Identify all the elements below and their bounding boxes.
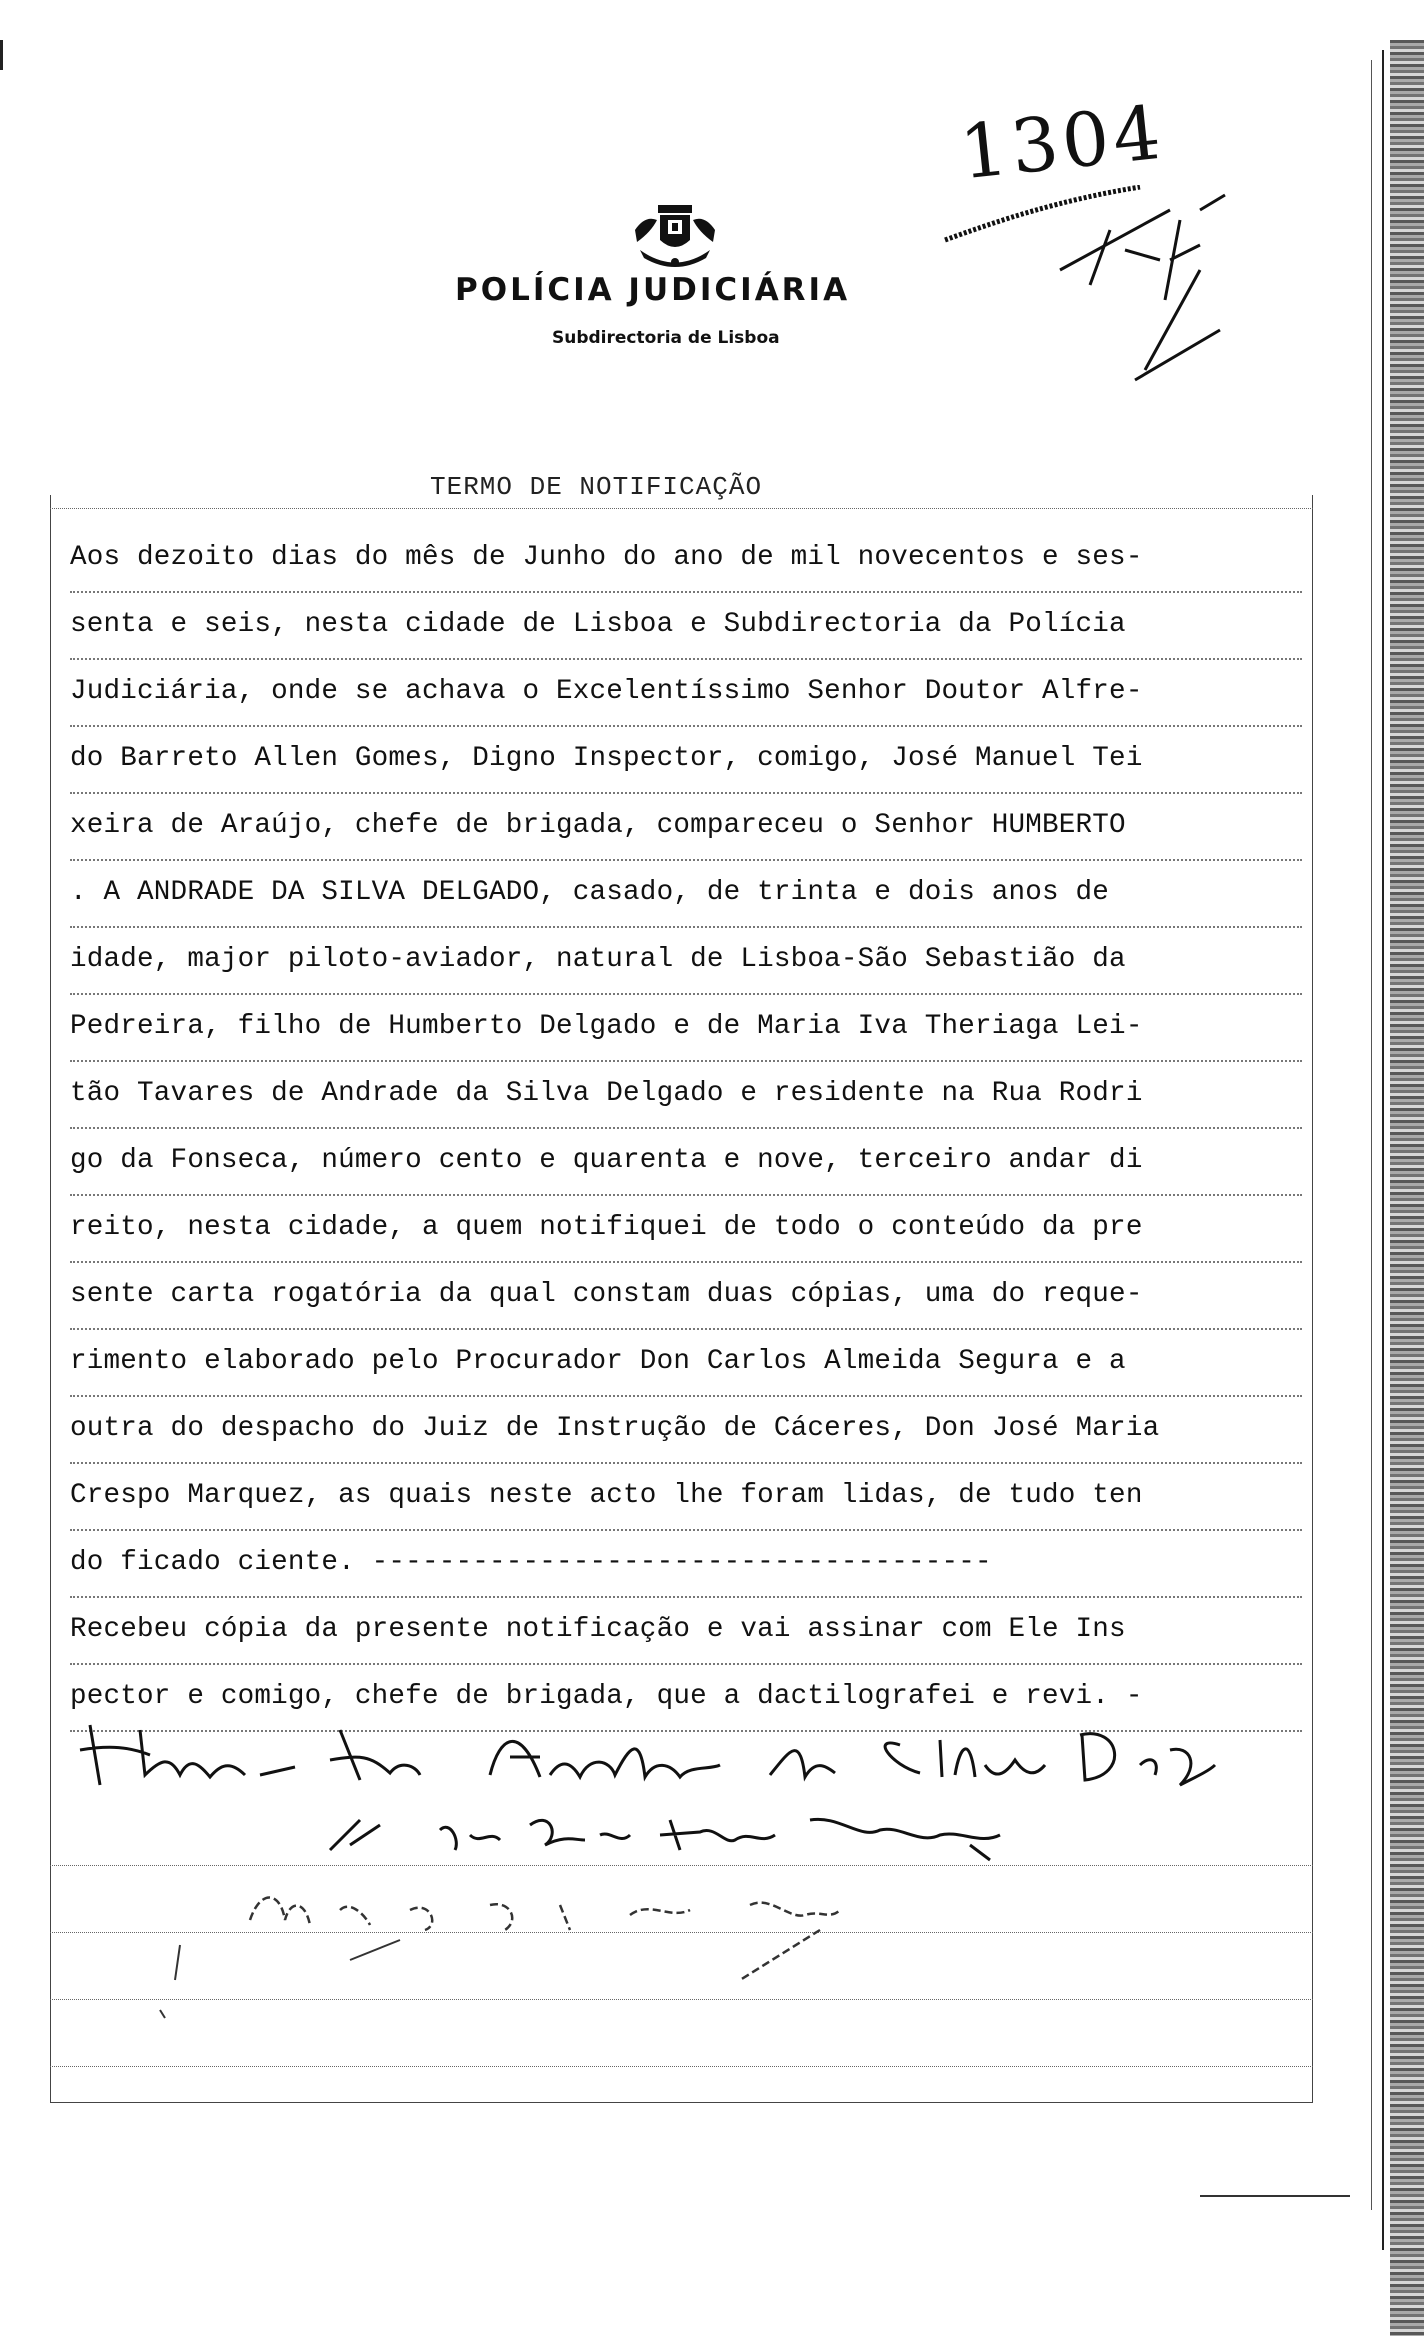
text-line: reito, nesta cidade, a quem notifiquei de todo o conteúdo da pre	[70, 1195, 1302, 1263]
text-line: Pedreira, filho de Humberto Delgado e de Maria Iva Theriaga Lei-	[70, 994, 1302, 1062]
scanned-page-edge	[1390, 40, 1424, 2336]
handwritten-initials-icon	[1050, 190, 1240, 400]
page-edge-line	[1371, 60, 1372, 2210]
page-number-handwritten: 1304	[956, 89, 1169, 197]
text-line: tão Tavares de Andrade da Silva Delgado e residente na Rua Rodri	[70, 1061, 1302, 1129]
form-border	[1312, 495, 1313, 2103]
page-edge-line	[1382, 50, 1384, 2250]
text-line: . A ANDRADE DA SILVA DELGADO, casado, de trinta e dois anos de	[70, 860, 1302, 928]
organization-name: POLÍCIA JUDICIÁRIA	[455, 272, 851, 308]
organization-subdivision: Subdirectoria de Lisboa	[552, 328, 780, 348]
text-line: pector e comigo, chefe de brigada, que a dactilografei e revi. -	[70, 1664, 1302, 1732]
form-border	[50, 2102, 1313, 2103]
coat-of-arms-icon	[630, 200, 720, 270]
text-line: sente carta rogatória da qual constam duas cópias, uma do reque-	[70, 1262, 1302, 1330]
text-line: rimento elaborado pelo Procurador Don Carlos Almeida Segura e a	[70, 1329, 1302, 1397]
text-line: xeira de Araújo, chefe de brigada, compareceu o Senhor HUMBERTO	[70, 793, 1302, 861]
signature-notified-icon	[70, 1705, 1220, 1800]
pen-mark-icon	[150, 1940, 210, 2020]
text-line: Recebeu cópia da presente notificação e vai assinar com Ele Ins	[70, 1597, 1302, 1665]
text-line: Crespo Marquez, as quais neste acto lhe foram lidas, de tudo ten	[70, 1463, 1302, 1531]
signature-chief-icon	[230, 1870, 930, 1980]
text-line: senta e seis, nesta cidade de Lisboa e Subdirectoria da Polícia	[70, 592, 1302, 660]
text-line: idade, major piloto-aviador, natural de Lisboa-São Sebastião da	[70, 927, 1302, 995]
signature-inspector-icon	[320, 1790, 1020, 1870]
text-line: Judiciária, onde se achava o Excelentíssimo Senhor Doutor Alfre-	[70, 659, 1302, 727]
form-border	[50, 495, 51, 2103]
text-line: Aos dezoito dias do mês de Junho do ano de mil novecentos e ses-	[70, 525, 1302, 593]
text-line: go da Fonseca, número cento e quarenta e nove, terceiro andar di	[70, 1128, 1302, 1196]
ruled-line	[50, 508, 1313, 509]
page-fold-line	[1200, 2195, 1350, 2197]
text-line: outra do despacho do Juiz de Instrução de Cáceres, Don José Maria	[70, 1396, 1302, 1464]
ruled-line	[50, 2066, 1313, 2067]
document-title: TERMO DE NOTIFICAÇÃO	[430, 472, 763, 502]
text-line: do ficado ciente. -------------------------------------	[70, 1530, 1302, 1598]
text-line: do Barreto Allen Gomes, Digno Inspector, comigo, José Manuel Tei	[70, 726, 1302, 794]
ruled-line	[50, 1999, 1313, 2000]
scan-mark	[0, 40, 3, 70]
